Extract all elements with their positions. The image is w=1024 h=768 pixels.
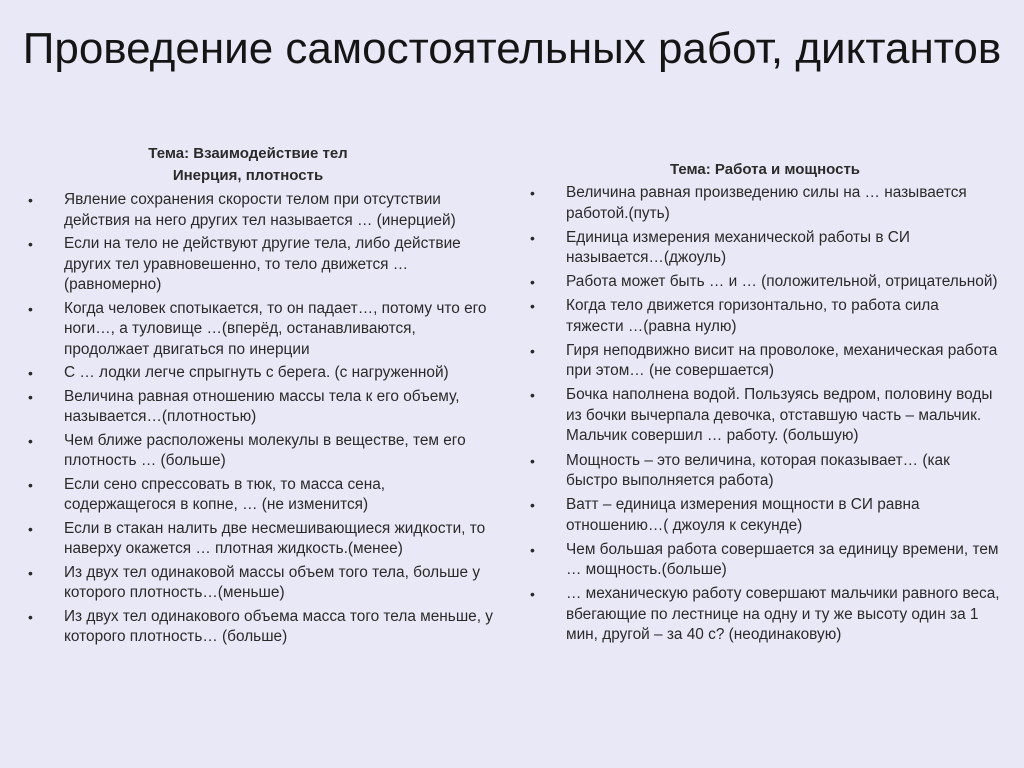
list-item-text: … механическую работу совершают мальчики равного веса, вбегающие по лестнице на одну и ту же высоту один за 1 мин, другой – за 40 с? (неодинаковую): [566, 585, 1000, 644]
list-item-text: Ватт – единица измерения мощности в СИ равна отношению…( джоуля к секунде): [566, 496, 920, 534]
list-item: [530, 272, 1000, 293]
bullet-icon: •: [28, 432, 33, 449]
list-item-text: Из двух тел одинаковой массы объем того тела, больше у которого плотность…(меньше): [64, 563, 481, 601]
list-item: [530, 341, 1000, 382]
list-item-text: Если в стакан налить две несмешивающиеся жидкости, то наверху окажется … плотная жидкость.(менее): [64, 519, 486, 557]
bullet-icon: •: [28, 365, 33, 381]
right-question-list: [530, 183, 1000, 646]
list-item: [530, 451, 1000, 492]
list-item: [28, 475, 498, 516]
list-item: [28, 431, 498, 472]
list-item-text: Чем большая работа совершается за единицу времени, тем … мощность.(больше): [566, 540, 999, 579]
list-item-text: Единица измерения механической работы в СИ называется…(джоуль): [566, 228, 910, 267]
slide-title: Проведение самостоятельных работ, диктантов: [22, 24, 1002, 73]
list-item: [28, 387, 498, 428]
bullet-icon: •: [530, 342, 535, 359]
bullet-icon: •: [28, 608, 33, 625]
list-item: [28, 519, 498, 560]
list-item-text: Когда тело движется горизонтально, то работа сила тяжести …(равна нулю): [566, 297, 939, 335]
list-item-text: Бочка наполнена водой. Пользуясь ведром, половину воды из бочки вычерпала девочка, отставшую часть – мальчик. Мальчик совершил … работу. (большую): [566, 386, 993, 445]
list-item-text: Работа может быть … и … (положительной, отрицательной): [566, 273, 998, 291]
right-column: [530, 159, 1000, 649]
list-item-text: С … лодки легче спрыгнуть с берега. (с нагруженной): [64, 364, 449, 381]
left-topic-heading: Тема: Взаимодействие тел: [148, 145, 348, 162]
list-item: [530, 540, 1000, 581]
bullet-icon: •: [530, 452, 535, 469]
list-item-text: Величина равная отношению массы тела к его объему, называется…(плотностью): [64, 387, 460, 425]
bullet-icon: •: [530, 586, 535, 603]
list-item: [530, 385, 1000, 447]
list-item: [28, 299, 498, 361]
list-item: [28, 607, 498, 648]
right-topic-heading: Тема: Работа и мощность: [669, 161, 861, 178]
list-item-text: Когда человек спотыкается, то он падает…, потому что его ноги…, а туловище …(вперёд, останавливаются, продолжает двигаться по инерции: [64, 299, 487, 358]
list-item-text: Чем ближе расположены молекулы в веществе, тем его плотность … (больше): [64, 431, 466, 469]
list-item-text: Явление сохранения скорости телом при отсутствии действия на него других тел называется … (инерцией): [64, 191, 456, 229]
bullet-icon: •: [530, 274, 535, 291]
bullet-icon: •: [530, 497, 535, 514]
list-item: [28, 190, 498, 231]
bullet-icon: •: [28, 388, 33, 405]
list-item: [530, 228, 1000, 269]
bullet-icon: •: [28, 236, 33, 252]
left-subtopic-heading: Инерция, плотность: [172, 167, 324, 184]
left-question-list: [28, 190, 498, 648]
left-column: [28, 143, 498, 651]
list-item: [28, 563, 498, 604]
bullet-icon: •: [530, 387, 535, 404]
bullet-icon: •: [28, 564, 33, 581]
list-item-text: Если сено спрессовать в тюк, то масса сена, содержащегося в копне, … (не изменится): [64, 475, 386, 513]
bullet-icon: •: [28, 520, 33, 537]
list-item: [530, 584, 1000, 646]
list-item: [530, 296, 1000, 337]
bullet-icon: •: [530, 229, 535, 246]
list-item-text: Величина равная произведению силы на … называется работой.(путь): [566, 184, 967, 222]
list-item: [28, 363, 498, 384]
list-item-text: Если на тело не действуют другие тела, либо действие других тел уравновешенно, то тело движется … (равномерно): [64, 235, 461, 293]
list-item: [530, 495, 1000, 536]
bullet-icon: •: [530, 185, 535, 201]
bullet-icon: •: [530, 298, 535, 315]
list-item-text: Мощность – это величина, которая показывает… (как быстро выполняется работа): [566, 451, 950, 490]
bullet-icon: •: [530, 541, 535, 558]
bullet-icon: •: [28, 476, 33, 493]
list-item: [530, 183, 1000, 224]
list-item-text: Из двух тел одинакового объема масса того тела меньше, у которого плотность… (больше): [64, 607, 493, 645]
bullet-icon: •: [28, 192, 33, 208]
bullet-icon: •: [28, 300, 33, 317]
list-item: [28, 234, 498, 296]
list-item-text: Гиря неподвижно висит на проволоке, механическая работа при этом… (не совершается): [566, 341, 998, 380]
